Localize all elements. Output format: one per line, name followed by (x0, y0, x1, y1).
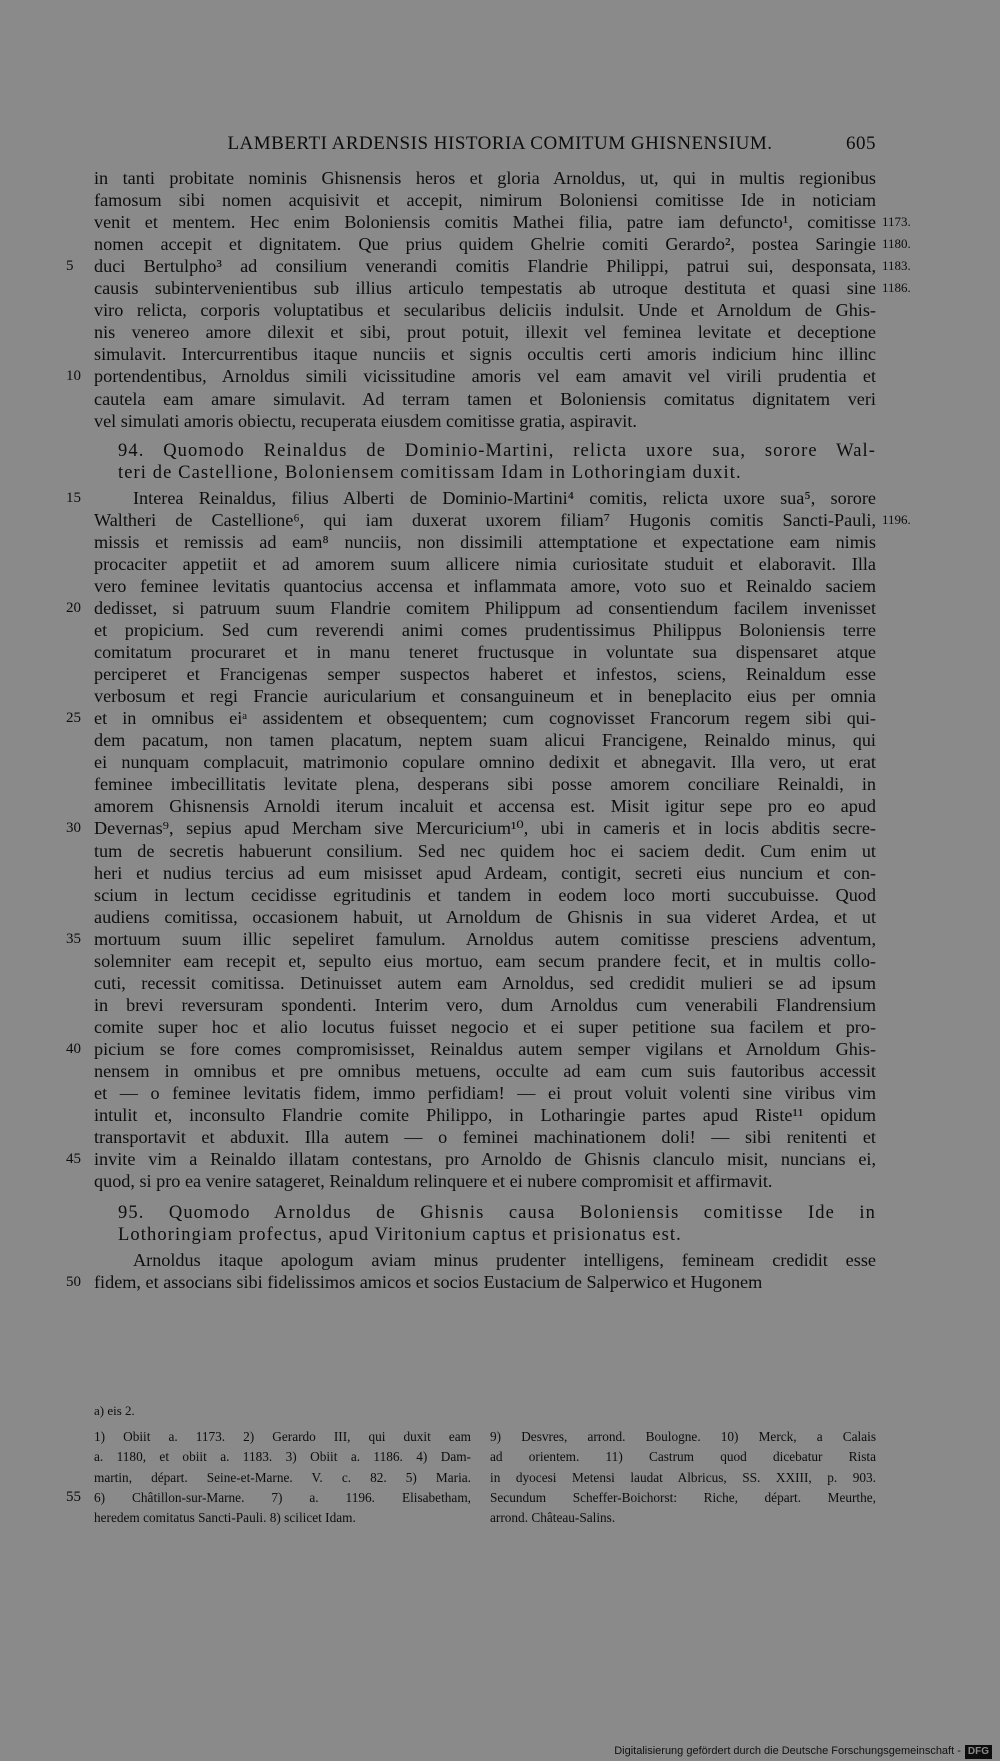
text-line: fidem, et associans sibi fidelissimos amicos et socios Eustacium de Salperwico et Hugonem (94, 1272, 763, 1293)
line-number: 5 (66, 258, 74, 275)
digitization-credit (0, 1741, 1000, 1761)
text-line: perciperet et Francigenas semper suspectos haberet et infestos, sciens, Reinaldum esse (94, 664, 876, 685)
text-line: audiens comitissa, occasionem habuit, ut Arnoldum de Ghisnis in sua videret Ardea, et ut (94, 906, 876, 927)
footnote-line: heredem comitatus Sancti-Pauli. 8) scilicet Idam. (94, 1510, 356, 1526)
text-line: nensem in omnibus et pre omnibus metuens, occulte ad eam cum suis fautoribus accessit (94, 1061, 876, 1081)
line-number: 10 (66, 368, 81, 385)
text-line: tum de secretis habuerunt consilium. Sed nec quidem hoc ei saciem dedit. Cum enim ut (94, 840, 876, 861)
text-line: famosum sibi nomen acquisivit et accepit, nimirum Boloniensi comitisse Ide in noticiam (94, 190, 876, 211)
footnote-line: 9) Desvres, arrond. Boulogne. 10) Merck, a Calais (490, 1429, 876, 1444)
footnote-line: ad orientem. 11) Castrum quod dicebatur Rista (490, 1449, 876, 1465)
footnote-a: a) eis 2. (94, 1403, 135, 1418)
text-line: et in omnibus eiᵃ assidentem et obsequentem; cum cognovisset Francorum regem sibi qui- (94, 708, 876, 729)
text-line: Interea Reinaldus, filius Alberti de Dominio-Martini⁴ comitis, relicta uxore sua⁵, sorore (133, 487, 876, 508)
footnote-line: 1) Obiit a. 1173. 2) Gerardo III, qui duxit eam (94, 1429, 471, 1444)
text-line: Devernas⁹, sepius apud Mercham sive Mercuricium¹⁰, ubi in cameris et in locis abditis secre- (94, 818, 876, 839)
line-number: 45 (66, 1151, 81, 1168)
text-line: feminee imbecillitatis levitate plena, desperans sibi posse amorem conciliare Reinaldi, in (94, 774, 876, 795)
dfg-logo: DFG (965, 1745, 992, 1759)
text-line: vero feminee levitatis quantocius accensa et inflammata amore, voto suo et Reinaldo saciem (94, 575, 876, 596)
line-number: 20 (66, 599, 81, 616)
text-line: dedisset, si patruum suum Flandrie comitem Philippum ad consentiendum facilem invenisset (94, 597, 876, 618)
margin-year: 1183. (882, 258, 911, 274)
text-line: scium in lectum cecidisse egritudinis et tandem in eodem loco morti succubuisse. Quod (94, 884, 876, 905)
footnote-line: 6) Châtillon-sur-Marne. 7) a. 1196. Elisabetham, (94, 1489, 471, 1505)
section-heading: Lothoringiam profectus, apud Viritonium captus et prisionatus est. (118, 1225, 682, 1246)
text-line: in brevi reversuram spondenti. Interim vero, dum Arnoldus cum venerabili Flandrensium (94, 994, 876, 1015)
text-line: viro relicta, corporis voluptatibus et secularibus deliciis indulsit. Unde et Arnoldum de Ghis- (94, 300, 876, 321)
text-line: picium se fore comes compromisisset, Reinaldus autem semper vigilans et Arnoldum Ghis- (94, 1038, 876, 1059)
text-line: duci Bertulpho³ ad consilium venerandi comitis Flandrie Philippi, patrui sui, desponsata, (94, 256, 876, 277)
text-line: verbosum et regi Francie auricularium et consanguineum et in beneplacito eius per omnia (94, 686, 876, 707)
text-line: et — o feminee levitatis fidem, immo perfidiam! — ei prout voluit volenti sine viribus vim (94, 1083, 876, 1104)
text-line: ei nunquam complacuit, matrimonio copulare omnino dedixit et abnegavit. Illa vero, ut erat (94, 752, 876, 773)
text-line: Waltheri de Castellione⁶, qui iam duxerat uxorem filiam⁷ Hugonis comitis Sancti-Pauli, (94, 509, 876, 530)
text-line: portendentibus, Arnoldus simili vicissitudine amoris vel eam amavit vel virili prudentia et (94, 366, 876, 387)
text-line: et propicium. Sed cum reverendi animi comes prudentissimus Philippus Boloniensis terre (94, 620, 876, 640)
text-line: invite vim a Reinaldo illatam contestans, pro Arnoldo de Ghisnis clanculo misit, nuncians ei, (94, 1149, 876, 1170)
section-heading: 94. Quomodo Reinaldus de Dominio-Martini, relicta uxore sua, sorore Wal- (118, 440, 876, 461)
line-number: 40 (66, 1040, 81, 1057)
text-line: procaciter appetiit et ad amorem suum allicere nimia curiositate studuit et elaboravit. Illa (94, 553, 876, 574)
margin-year: 1186. (882, 280, 911, 296)
line-number: 30 (66, 820, 81, 837)
credit-text: Digitalisierung gefördert durch die Deutsche Forschungsgemeinschaft - (614, 1745, 961, 1757)
text-line: Arnoldus itaque apologum aviam minus prudenter intelligens, femineam credidit esse (133, 1250, 876, 1271)
line-number: 50 (66, 1274, 81, 1291)
section-heading: teri de Castellione, Boloniensem comitissam Idam in Lothoringiam duxit. (118, 462, 742, 483)
text-line: transportavit et abduxit. Illa autem — o feminei machinationem doli! — sibi renitenti et (94, 1127, 876, 1148)
margin-year: 1173. (882, 214, 911, 230)
text-line: comitatum procuraret et in manu teneret fructusque in voluntate sua dispensaret atque (94, 642, 876, 663)
line-number: 25 (66, 710, 81, 727)
text-line: comite super hoc et alio locutus fuisset negocio et ei super petitione sua facilem et pro- (94, 1016, 876, 1037)
text-line: nis venereo amore dilexit et sibi, prout potuit, illexit vel feminea levitate et deceptione (94, 322, 876, 343)
text-line: cautela eam amare simulavit. Ad terram tamen et Boloniensis comitatus dignitatem veri (94, 388, 876, 409)
footnote-line: Secundum Scheffer-Boichorst: Riche, départ. Meurthe, (490, 1489, 876, 1505)
text-line: cuti, recessit comitissa. Detinuisset autem eam Arnoldus, sed credidit mulieri se ad ipsum (94, 972, 876, 993)
margin-year: 1180. (882, 236, 911, 252)
text-line: mortuum suum illic sepeliret famulum. Arnoldus autem comitisse presciens adventum, (94, 928, 876, 949)
margin-year: 1196. (882, 511, 911, 527)
footnote-line: martin, départ. Seine-et-Marne. V. c. 82. 5) Maria. (94, 1469, 471, 1485)
header-title: LAMBERTI ARDENSIS HISTORIA COMITUM GHISNENSIUM. (227, 133, 773, 154)
text-line: amorem Ghisnensis Arnoldi iterum incaluit et accensa est. Misit igitur sepe pro eo apud (94, 796, 876, 817)
text-line: intulit et, inconsulto Flandrie comite Philippo, in Lotharingie partes apud Riste¹¹ opidum (94, 1105, 876, 1126)
line-number: 35 (66, 930, 81, 947)
footnote-line: arrond. Château-Salins. (490, 1510, 616, 1526)
text-line: in tanti probitate nominis Ghisnensis heros et gloria Arnoldus, ut, qui in multis regionibus (94, 168, 876, 188)
line-number: 15 (66, 489, 81, 506)
text-line: dem pacatum, non tamen placatum, neptem suam alicui Francigene, Reinaldo minus, qui (94, 730, 876, 751)
page-number: 605 (846, 133, 876, 154)
text-line: simulavit. Intercurrentibus itaque nunciis et signis occultis certi amoris indicium hinc illinc (94, 344, 876, 365)
text-line: causis subintervenientibus sub illius articulo tempestatis ab utroque destituta et quasi sine (94, 278, 876, 299)
line-number: 55 (66, 1488, 81, 1505)
text-line: solemniter eam recepit et, sepulto eius mortuo, eam secum prandere fecit, et in multis collo- (94, 950, 876, 971)
text-line: missis et remissis ad eam⁸ nunciis, non dissimili attemptatione et expectatione eam nimis (94, 531, 876, 552)
text-line: quod, si pro ea venire satageret, Reinaldum relinquere et ei nubere compromisit et affirmavit. (94, 1171, 773, 1192)
text-line: heri et nudius tercius ad eum misisset apud Ardeam, contigit, secreti eius nuncium et con- (94, 862, 876, 883)
footnote-line: in dyocesi Metensi laudat Albricus, SS. XXIII, p. 903. (490, 1469, 876, 1485)
footnote-line: a. 1180, et obiit a. 1183. 3) Obiit a. 1186. 4) Dam- (94, 1449, 471, 1465)
text-line: nomen accepit et dignitatem. Que prius quidem Ghelrie comiti Gerardo², postea Saringie (94, 234, 876, 255)
section-heading: 95. Quomodo Arnoldus de Ghisnis causa Boloniensis comitisse Ide in (118, 1203, 876, 1224)
running-header (94, 133, 876, 159)
text-line: venit et mentem. Hec enim Boloniensis comitis Mathei filia, patre iam defuncto¹, comitisse (94, 212, 876, 233)
text-line: vel simulati amoris obiectu, recuperata eiusdem comitisse gratia, aspiravit. (94, 410, 637, 431)
